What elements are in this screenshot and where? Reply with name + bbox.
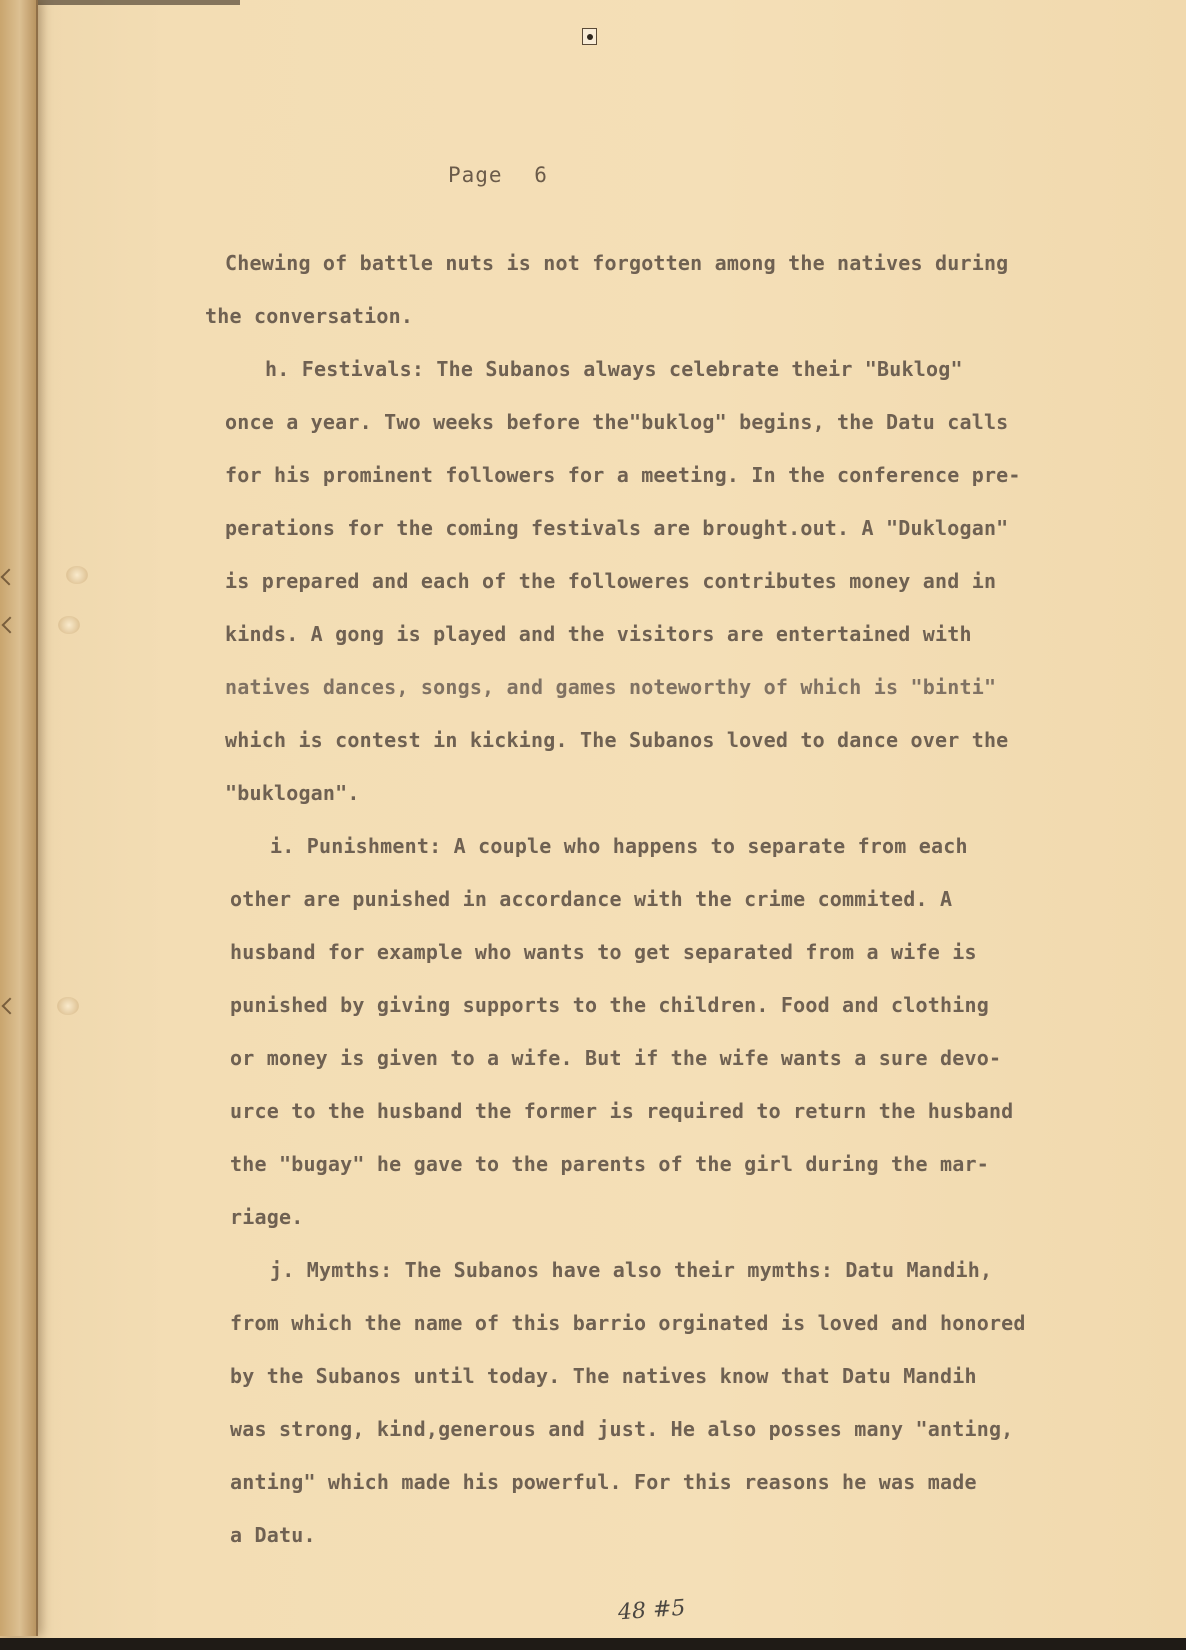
text-line: or money is given to a wife. But if the wife wants a sure devo- (230, 1046, 1002, 1070)
text-line: j. Mymths: The Subanos have also their mymths: Datu Mandih, (270, 1258, 993, 1282)
punched-hole (66, 566, 88, 584)
text-line: a Datu. (230, 1523, 316, 1547)
text-line: from which the name of this barrio orginated is loved and honored (230, 1311, 1026, 1335)
text-line: which is contest in kicking. The Subanos loved to dance over the (225, 728, 1009, 752)
binding-margin (0, 0, 38, 1636)
bottom-scan-edge (0, 1638, 1186, 1650)
document-body (205, 237, 1080, 1562)
text-line: riage. (230, 1205, 304, 1229)
text-line: punished by giving supports to the children. Food and clothing (230, 993, 989, 1017)
text-line: other are punished in accordance with the crime commited. A (230, 887, 953, 911)
page-label: Page 6 (448, 163, 548, 187)
text-line: natives dances, songs, and games noteworthy of which is "binti" (225, 675, 997, 699)
punched-hole (57, 997, 79, 1015)
text-line: is prepared and each of the followeres contributes money and in (225, 569, 997, 593)
text-line: urce to the husband the former is required to return the husband (230, 1099, 1014, 1123)
text-line: husband for example who wants to get separated from a wife is (230, 940, 977, 964)
text-line: i. Punishment: A couple who happens to separate from each (270, 834, 968, 858)
text-line: h. Festivals: The Subanos always celebrate their "Buklog" (265, 357, 963, 381)
handwritten-page-number: 48 #5 (617, 1595, 687, 1626)
text-line: Chewing of battle nuts is not forgotten among the natives during (225, 251, 1009, 275)
text-line: for his prominent followers for a meeting. In the conference pre- (225, 463, 1021, 487)
text-line: the conversation. (205, 304, 414, 328)
text-line: by the Subanos until today. The natives know that Datu Mandih (230, 1364, 977, 1388)
text-line: anting" which made his powerful. For this reasons he was made (230, 1470, 977, 1494)
binder-clip-icon (582, 28, 597, 45)
text-line: perations for the coming festivals are brought.out. A "Duklogan" (225, 516, 1009, 540)
text-line: "buklogan". (225, 781, 360, 805)
text-line: the "bugay" he gave to the parents of the girl during the mar- (230, 1152, 989, 1176)
text-line: was strong, kind,generous and just. He also posses many "anting, (230, 1417, 1014, 1441)
punched-hole (58, 616, 80, 634)
text-line: once a year. Two weeks before the"buklog" begins, the Datu calls (225, 410, 1009, 434)
text-line: kinds. A gong is played and the visitors are entertained with (225, 622, 972, 646)
